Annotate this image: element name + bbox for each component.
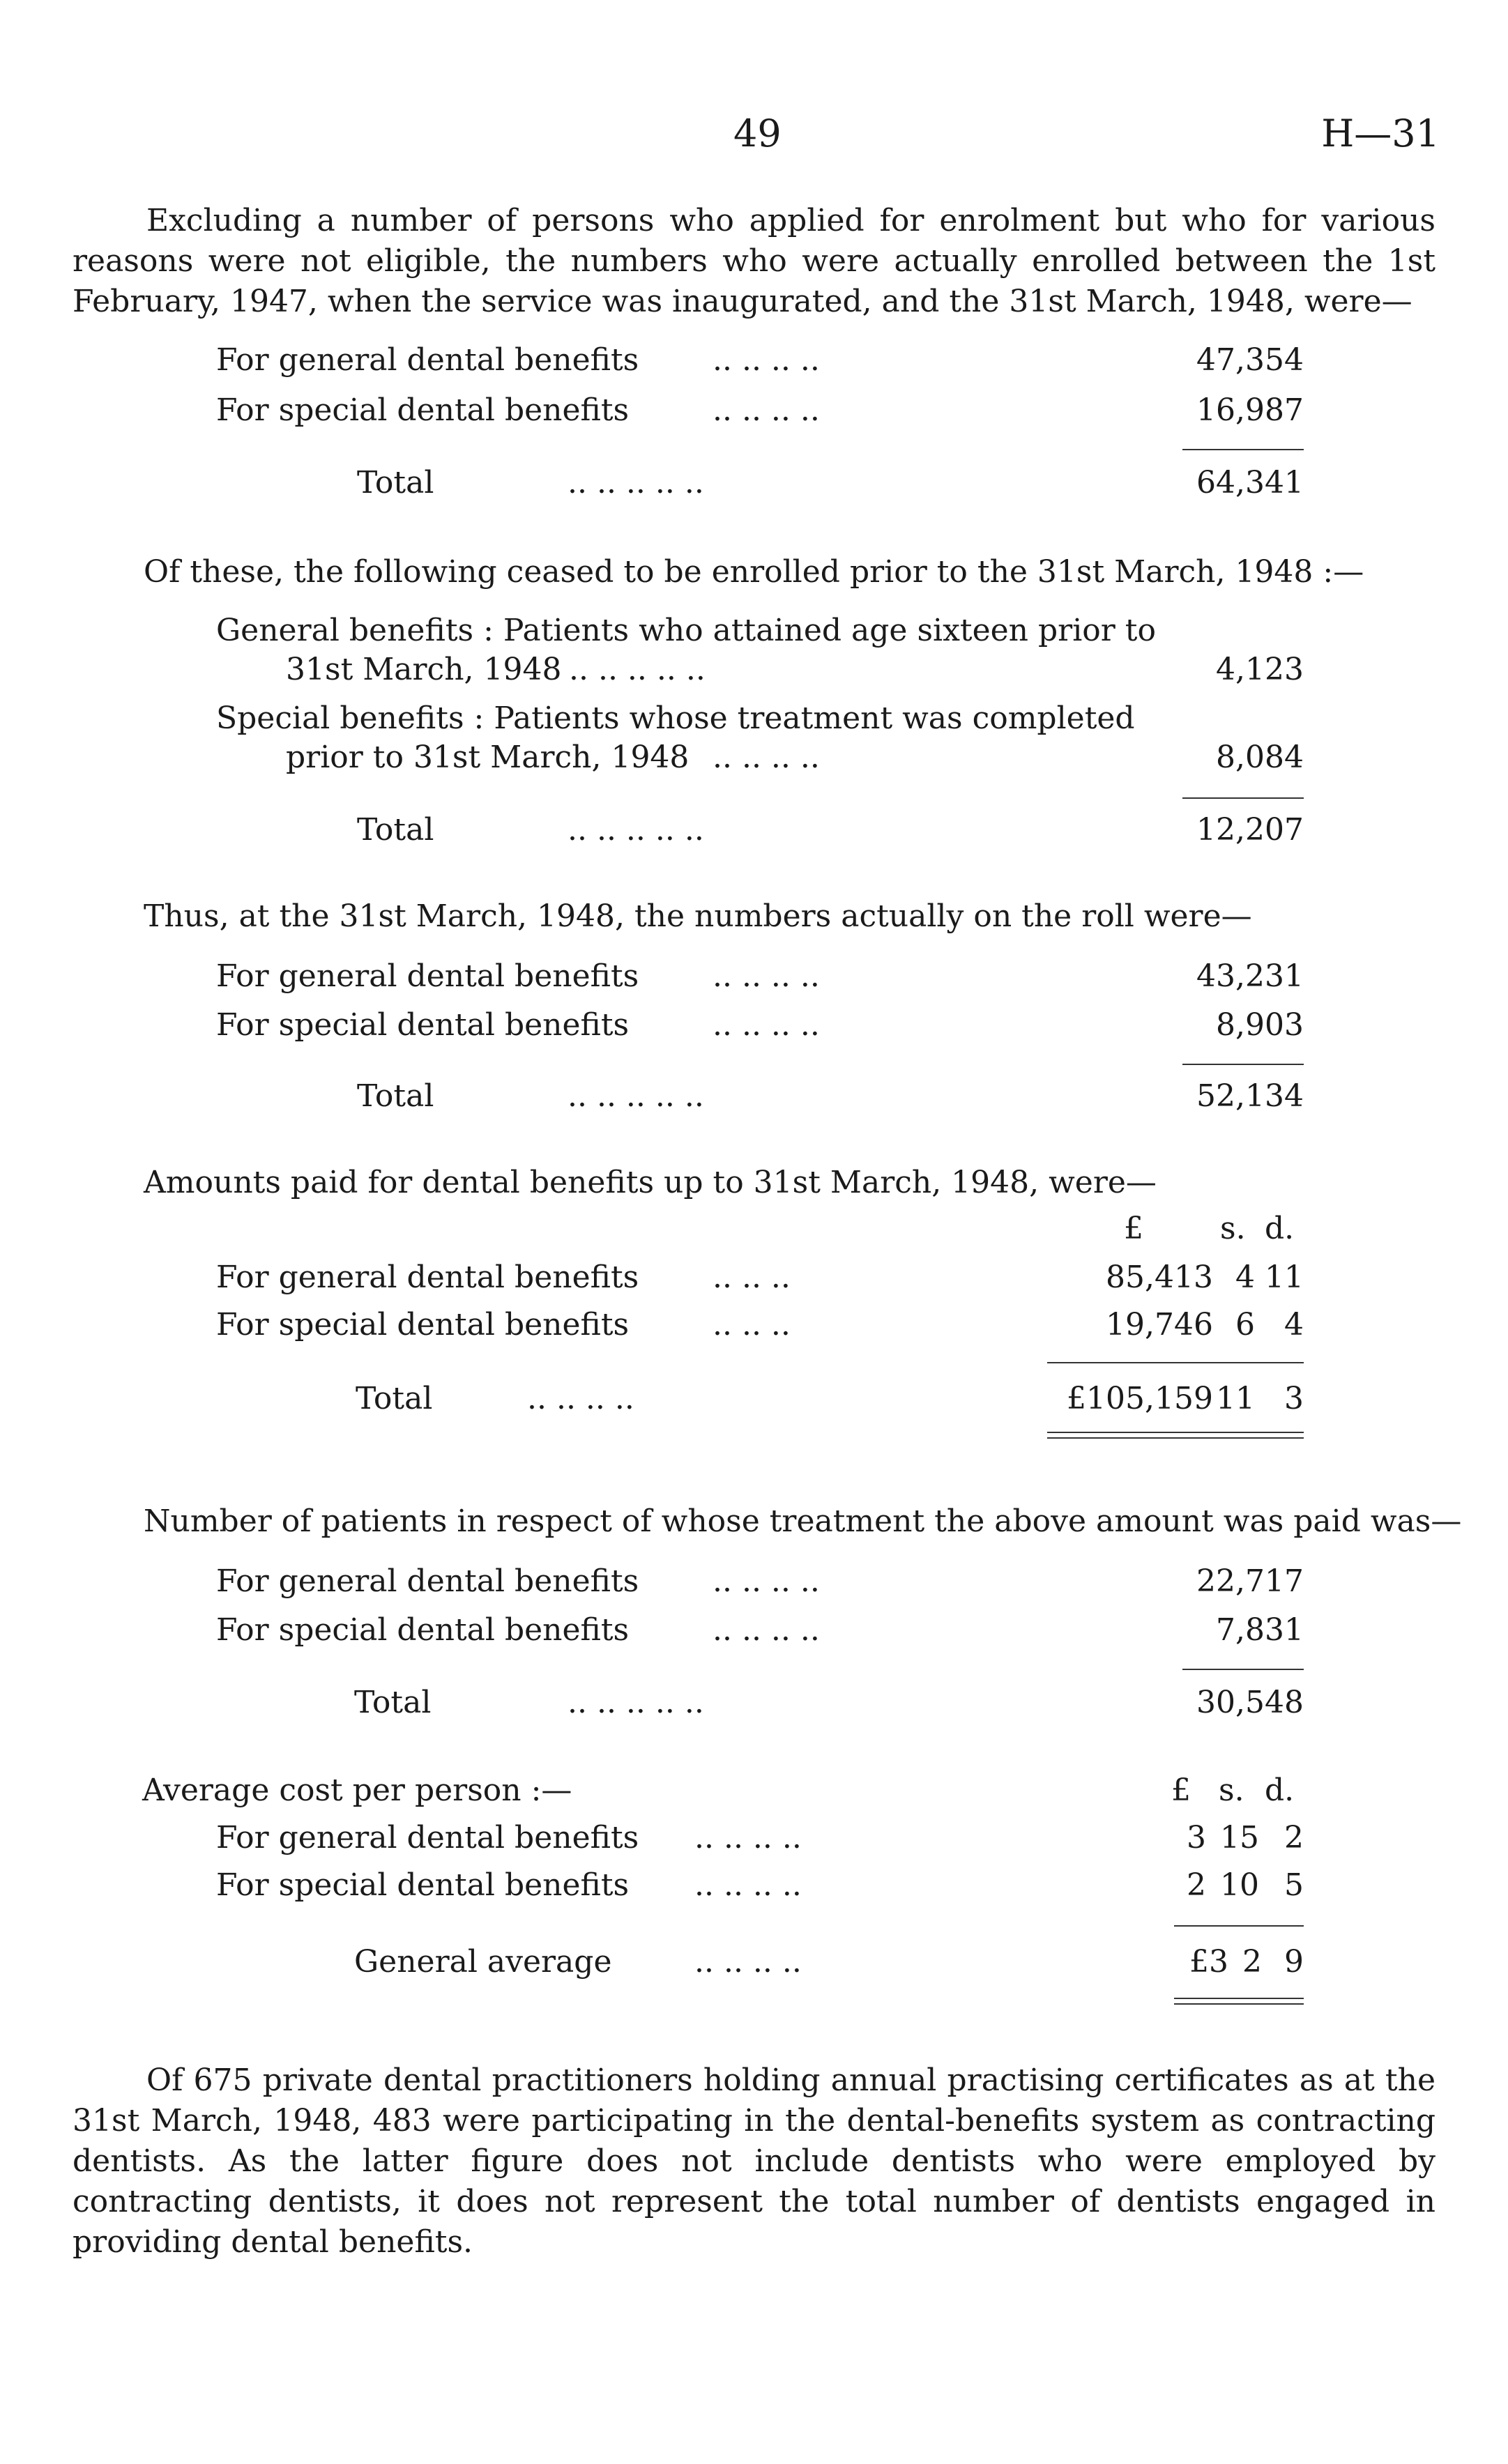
- pence-value: 11: [1265, 1260, 1304, 1295]
- double-rule-top: [1174, 1998, 1304, 1999]
- pounds-value: 19,746: [1106, 1307, 1213, 1342]
- row-label: For general dental benefits: [216, 1260, 639, 1295]
- page-number: 49: [733, 112, 782, 155]
- ceased-special-line1: Special benefits : Patients whose treatment was completed: [216, 701, 1135, 736]
- shilling-column-header: s.: [1220, 1211, 1246, 1246]
- subtotal-rule: [1047, 1362, 1304, 1363]
- total-value: 64,341: [1196, 465, 1304, 500]
- total-label: Total: [357, 1078, 434, 1114]
- subtotal-rule: [1182, 797, 1304, 799]
- document-reference: H—31: [1321, 112, 1440, 155]
- ceased-general-line1: General benefits : Patients who attained age sixteen prior to: [216, 613, 1156, 648]
- row-value: 7,831: [1216, 1612, 1304, 1648]
- leader-dots: .. .. .. ..: [713, 740, 820, 775]
- total-label: Total: [354, 1685, 432, 1720]
- average-intro: Average cost per person :—: [142, 1773, 572, 1808]
- total-value: 30,548: [1196, 1685, 1304, 1720]
- row-label: For general dental benefits: [216, 342, 639, 378]
- patients-intro: Number of patients in respect of whose treatment the above amount was paid was—: [144, 1503, 1462, 1539]
- shillings-value: 4: [1235, 1260, 1255, 1295]
- total-label: Total: [356, 1381, 433, 1416]
- subtotal-rule: [1182, 1669, 1304, 1670]
- total-pounds: £3: [1189, 1944, 1228, 1980]
- pence-column-header: d.: [1265, 1773, 1295, 1808]
- pound-column-header: £: [1171, 1773, 1191, 1808]
- leader-dots: .. .. .. .. ..: [568, 1078, 704, 1114]
- row-label: For general dental benefits: [216, 1563, 639, 1599]
- pence-column-header: d.: [1265, 1211, 1295, 1246]
- leader-dots: .. .. .. ..: [713, 958, 820, 994]
- pence-value: 2: [1284, 1820, 1304, 1855]
- pound-column-header: £: [1124, 1211, 1143, 1246]
- total-pounds: £105,159: [1067, 1381, 1213, 1416]
- leader-dots: .. .. .. .. ..: [569, 652, 706, 687]
- total-value: 52,134: [1196, 1078, 1304, 1114]
- shillings-value: 6: [1235, 1307, 1255, 1342]
- pounds-value: 3: [1187, 1820, 1206, 1855]
- row-value: 16,987: [1196, 392, 1304, 428]
- row-label: For special dental benefits: [216, 392, 630, 428]
- pounds-value: 2: [1187, 1867, 1206, 1903]
- closing-paragraph-text: Of 675 private dental practitioners holding annual practising certificates as at the 31st March, 1948, 483 were participating in the dental-benefits system as contracting dentists. As the latter figure does not include dentists who were employed by contracting dentists, it does not represent the total number of dentists engaged in providing dental benefits.: [73, 2063, 1435, 2260]
- total-label: Total: [357, 465, 434, 500]
- leader-dots: .. .. .. ..: [713, 1612, 820, 1648]
- double-rule-top: [1047, 1432, 1304, 1433]
- double-rule-bottom: [1174, 2003, 1304, 2005]
- total-pence: 9: [1284, 1944, 1304, 1980]
- total-shillings: 2: [1242, 1944, 1262, 1980]
- row-value: 43,231: [1196, 958, 1304, 994]
- row-label: 31st March, 1948: [286, 652, 562, 687]
- ceased-intro: Of these, the following ceased to be enrolled prior to the 31st March, 1948 :—: [144, 554, 1364, 590]
- closing-paragraph: [73, 2060, 1435, 2263]
- leader-dots: .. .. .. ..: [694, 1820, 802, 1855]
- row-label: For general dental benefits: [216, 958, 639, 994]
- total-label: Total: [357, 812, 434, 848]
- row-label: For special dental benefits: [216, 1007, 630, 1043]
- total-shillings: 11: [1216, 1381, 1255, 1416]
- leader-dots: .. .. .. ..: [527, 1381, 634, 1416]
- leader-dots: .. .. .. ..: [713, 392, 820, 428]
- subtotal-rule: [1182, 1064, 1304, 1065]
- leader-dots: .. .. .. .. ..: [568, 1685, 704, 1720]
- on-roll-intro: Thus, at the 31st March, 1948, the numbers actually on the roll were—: [144, 898, 1252, 934]
- shillings-value: 10: [1220, 1867, 1259, 1903]
- row-value: 8,903: [1216, 1007, 1304, 1043]
- shilling-column-header: s.: [1219, 1773, 1244, 1808]
- total-label: General average: [354, 1944, 612, 1980]
- shillings-value: 15: [1220, 1820, 1259, 1855]
- leader-dots: .. .. ..: [713, 1260, 791, 1295]
- row-label: For special dental benefits: [216, 1612, 630, 1648]
- intro-paragraph: [73, 201, 1435, 322]
- row-value: 47,354: [1196, 342, 1304, 378]
- pence-value: 5: [1284, 1867, 1304, 1903]
- leader-dots: .. .. .. ..: [713, 342, 820, 378]
- leader-dots: .. .. .. ..: [694, 1944, 802, 1980]
- double-rule-bottom: [1047, 1437, 1304, 1439]
- leader-dots: .. .. .. ..: [713, 1563, 820, 1599]
- row-label: For general dental benefits: [216, 1820, 639, 1855]
- total-pence: 3: [1284, 1381, 1304, 1416]
- row-label: prior to 31st March, 1948: [286, 740, 690, 775]
- leader-dots: .. .. .. ..: [713, 1007, 820, 1043]
- amounts-intro: Amounts paid for dental benefits up to 31st March, 1948, were—: [144, 1165, 1157, 1200]
- leader-dots: .. .. .. ..: [694, 1867, 802, 1903]
- row-value: 22,717: [1196, 1563, 1304, 1599]
- row-value: 8,084: [1216, 740, 1304, 775]
- subtotal-rule: [1182, 449, 1304, 450]
- leader-dots: .. .. .. .. ..: [568, 465, 704, 500]
- pounds-value: 85,413: [1106, 1260, 1213, 1295]
- pence-value: 4: [1284, 1307, 1304, 1342]
- intro-paragraph-text: Excluding a number of persons who applied for enrolment but who for various reasons were not eligible, the numbers who were actually enrolled between the 1st February, 1947, when the service was inaugurated, and the 31st March, 1948, were—: [73, 203, 1435, 319]
- leader-dots: .. .. ..: [713, 1307, 791, 1342]
- row-label: For special dental benefits: [216, 1307, 630, 1342]
- total-value: 12,207: [1196, 812, 1304, 848]
- row-label: For special dental benefits: [216, 1867, 630, 1903]
- row-value: 4,123: [1216, 652, 1304, 687]
- subtotal-rule: [1174, 1925, 1304, 1927]
- leader-dots: .. .. .. .. ..: [568, 812, 704, 848]
